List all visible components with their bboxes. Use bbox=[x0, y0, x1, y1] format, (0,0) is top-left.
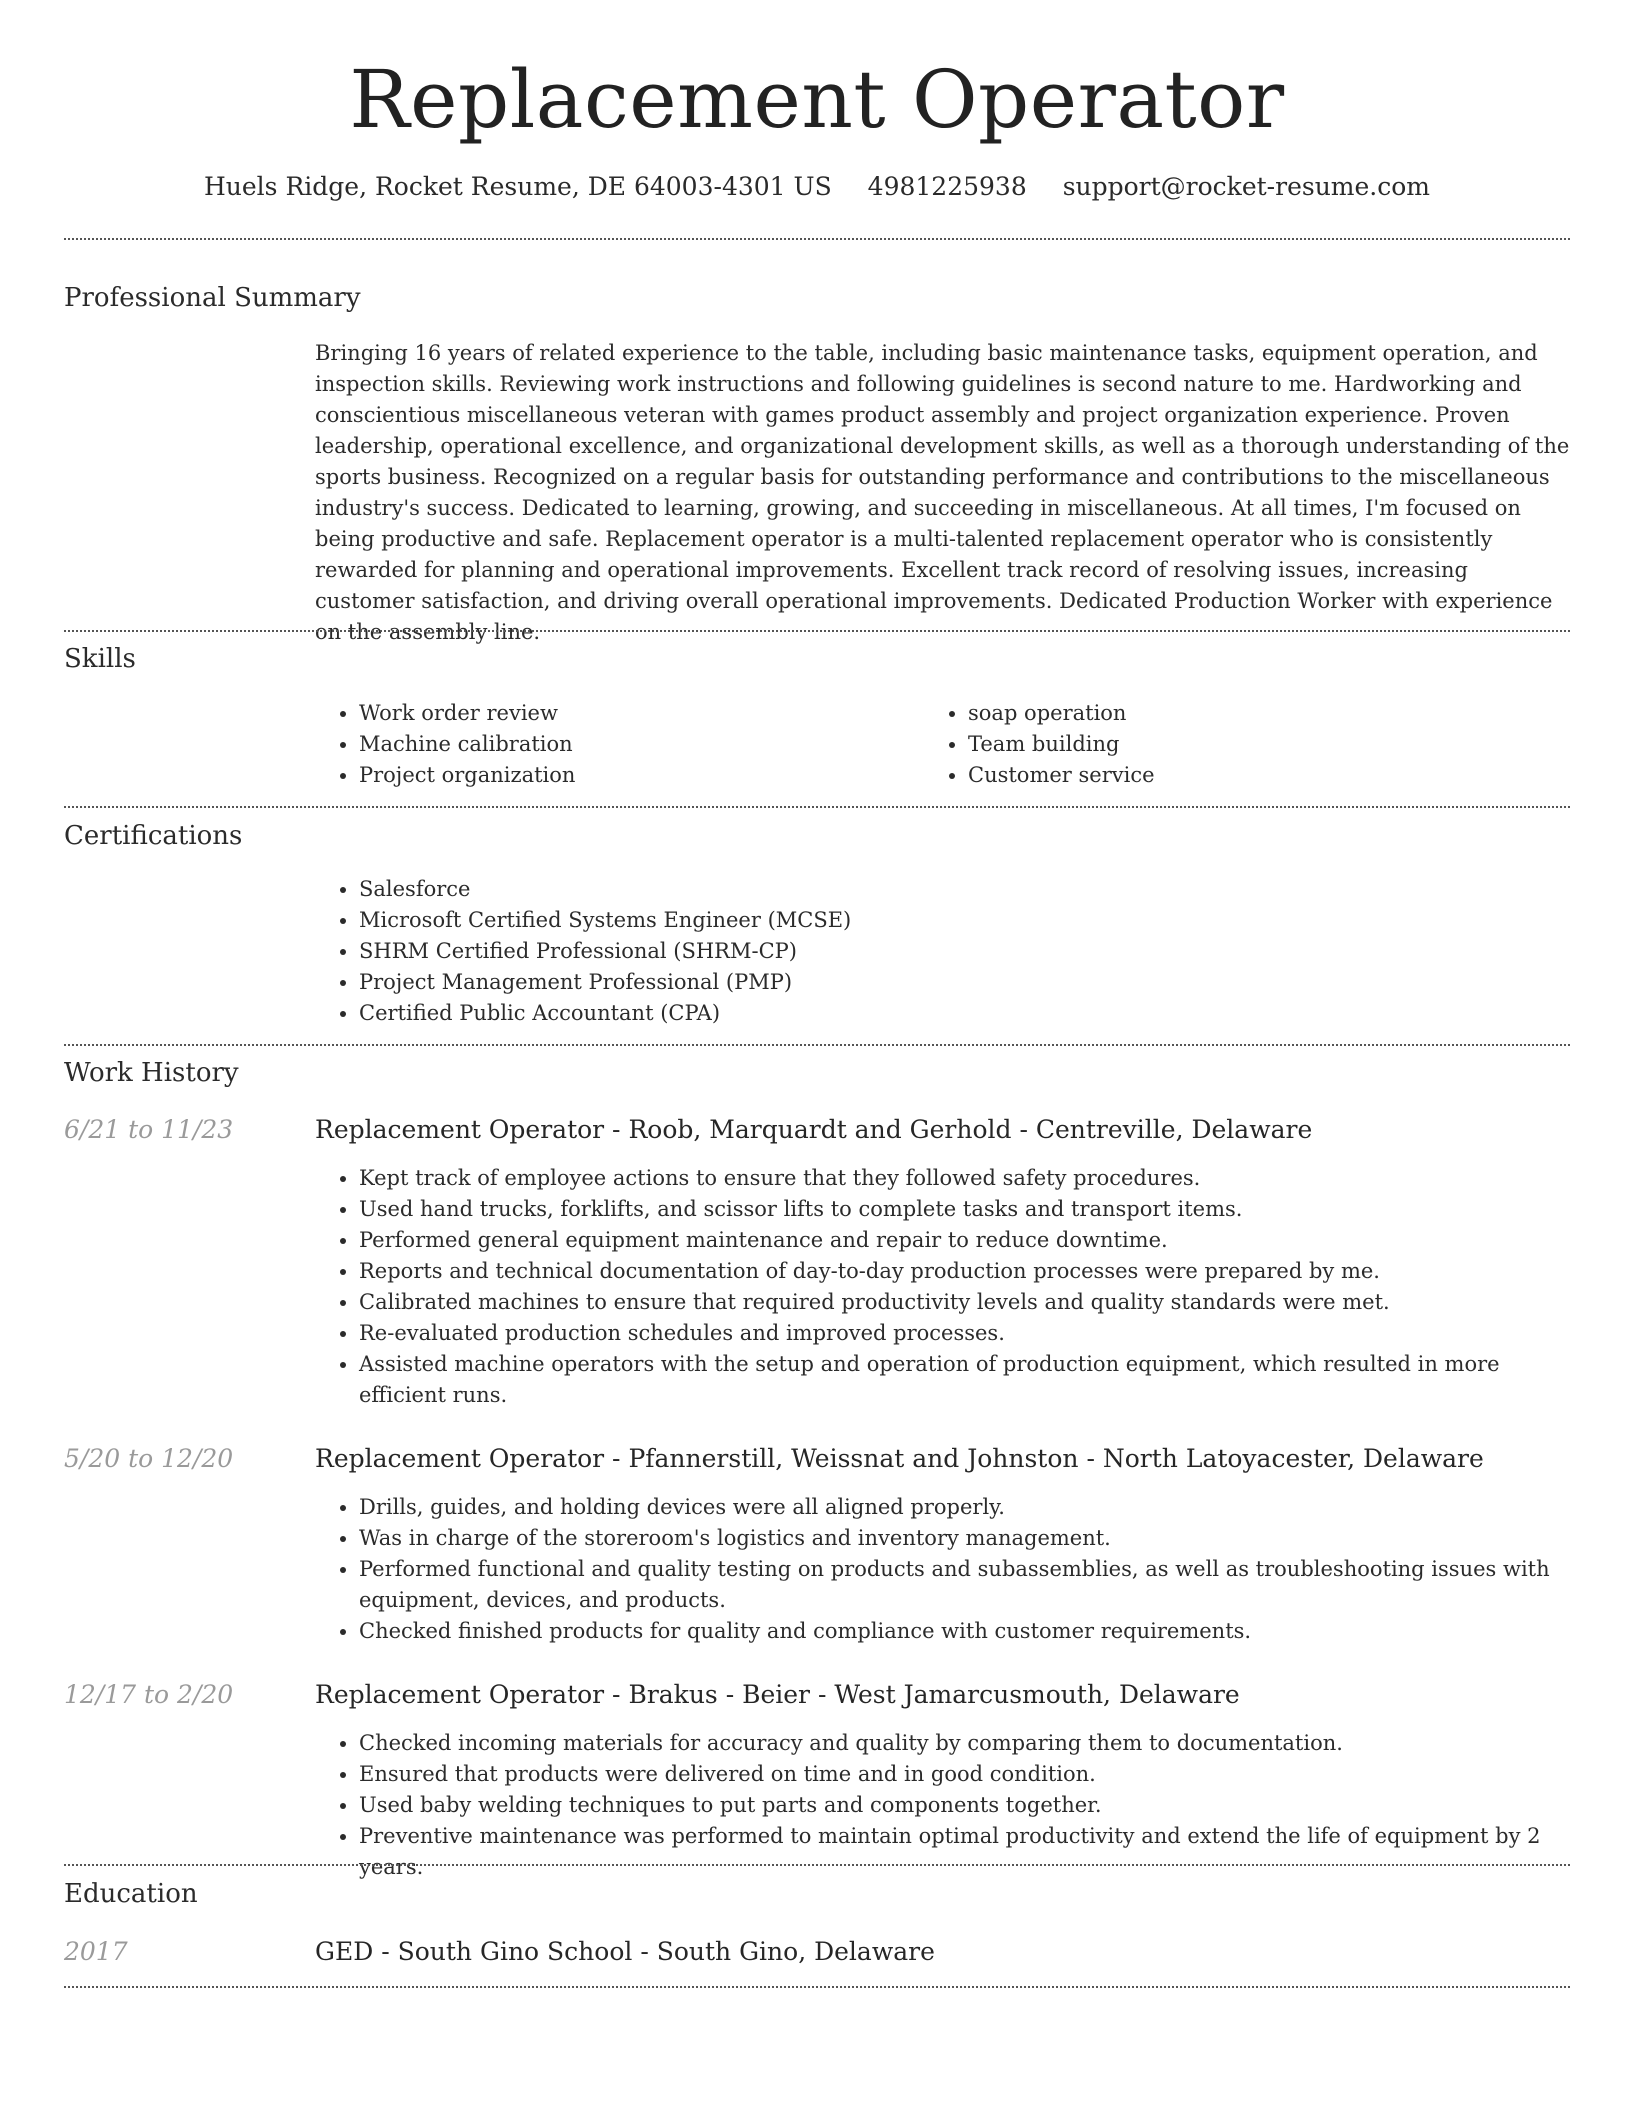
job-bullet: • Ensured that products were delivered on time and in good condition. bbox=[359, 1759, 1571, 1790]
skills-list bbox=[315, 698, 1571, 792]
skill-item: • Machine calibration bbox=[359, 729, 915, 760]
job-bullet: • Performed general equipment maintenance and repair to reduce downtime. bbox=[359, 1225, 1571, 1256]
job-bullet: • Checked finished products for quality and compliance with customer requirements. bbox=[359, 1616, 1571, 1647]
job-bullet: • Checked incoming materials for accuracy and quality by comparing them to documentation. bbox=[359, 1728, 1571, 1759]
candidate-name: Replacement Operator bbox=[349, 53, 1285, 146]
job-bullet: • Performed functional and quality testing on products and subassemblies, as well as troubleshooting issues with equipment, devices, and products. bbox=[359, 1554, 1571, 1616]
contact-email[interactable]: support@rocket-resume.com bbox=[1062, 172, 1430, 201]
divider bbox=[64, 1864, 1570, 1866]
job-dates: 6/21 to 11/23 bbox=[64, 1115, 234, 1144]
section-title-skills: Skills bbox=[64, 644, 136, 674]
divider bbox=[64, 1044, 1570, 1046]
education-heading: GED - South Gino School - South Gino, Delaware bbox=[315, 1937, 935, 1966]
job-bullet: • Used hand trucks, forklifts, and scissor lifts to complete tasks and transport items. bbox=[359, 1194, 1571, 1225]
certification-item: • Project Management Professional (PMP) bbox=[359, 967, 1571, 998]
section-title-education: Education bbox=[64, 1879, 198, 1909]
job-bullet: • Was in charge of the storeroom's logistics and inventory management. bbox=[359, 1523, 1571, 1554]
education-year: 2017 bbox=[64, 1937, 128, 1966]
job-heading: Replacement Operator - Pfannerstill, Weissnat and Johnston - North Latoyacester, Delaware bbox=[315, 1444, 1484, 1473]
job-heading: Replacement Operator - Roob, Marquardt and Gerhold - Centreville, Delaware bbox=[315, 1115, 1313, 1144]
section-title-summary: Professional Summary bbox=[64, 283, 361, 313]
job-dates: 5/20 to 12/20 bbox=[64, 1444, 234, 1473]
contact-line bbox=[64, 170, 1570, 204]
job-bullets bbox=[315, 1163, 1571, 1411]
job-bullet: • Drills, guides, and holding devices were all aligned properly. bbox=[359, 1492, 1571, 1523]
divider bbox=[64, 630, 1570, 632]
job-bullet: • Re-evaluated production schedules and improved processes. bbox=[359, 1318, 1571, 1349]
job-bullet: • Reports and technical documentation of day-to-day production processes were prepared by me. bbox=[359, 1256, 1571, 1287]
job-heading: Replacement Operator - Brakus - Beier - West Jamarcusmouth, Delaware bbox=[315, 1680, 1240, 1709]
section-title-work-history: Work History bbox=[64, 1058, 239, 1088]
skill-item: • Customer service bbox=[968, 760, 1524, 791]
job-bullet: • Assisted machine operators with the setup and operation of production equipment, which resulted in more efficient runs. bbox=[359, 1349, 1571, 1411]
contact-address: Huels Ridge, Rocket Resume, DE 64003-4301 US bbox=[203, 172, 832, 201]
job-bullet: • Kept track of employee actions to ensure that they followed safety procedures. bbox=[359, 1163, 1571, 1194]
job-bullet: • Used baby welding techniques to put parts and components together. bbox=[359, 1790, 1571, 1821]
divider bbox=[64, 806, 1570, 808]
certification-item: • Certified Public Accountant (CPA) bbox=[359, 998, 1571, 1029]
job-bullet: • Preventive maintenance was performed to maintain optimal productivity and extend the life of equipment by 2 years. bbox=[359, 1821, 1571, 1883]
certification-item: • SHRM Certified Professional (SHRM-CP) bbox=[359, 936, 1571, 967]
skill-item: • Team building bbox=[968, 729, 1524, 760]
job-bullets bbox=[315, 1492, 1571, 1647]
certification-item: • Microsoft Certified Systems Engineer (MCSE) bbox=[359, 905, 1571, 936]
job-dates: 12/17 to 2/20 bbox=[64, 1680, 234, 1709]
section-title-certifications: Certifications bbox=[64, 821, 243, 851]
divider bbox=[64, 238, 1570, 240]
job-bullets bbox=[315, 1728, 1571, 1883]
job-bullet: • Calibrated machines to ensure that required productivity levels and quality standards were met. bbox=[359, 1287, 1571, 1318]
skill-item: • Project organization bbox=[359, 760, 915, 791]
contact-phone: 4981225938 bbox=[867, 172, 1027, 201]
skills-column-left bbox=[315, 698, 915, 791]
summary-text: Bringing 16 years of related experience to the table, including basic maintenance tasks, equipment operation, and inspection skills. Reviewing work instructions and following guidelines is second nature to me. Hardworking and conscientious miscellaneous veteran with games product assembly and project organization experience. Proven leadership, operational excellence, and organizational development skills, as well as a thorough understanding of the sports business. Recognized on a regular basis for outstanding performance and contributions to the miscellaneous industry's success. Dedicated to learning, growing, and succeeding in miscellaneous. At all times, I'm focused on being productive and safe. Replacement operator is a multi-talented replacement operator who is consistently rewarded for planning and operational improvements. Excellent track record of resolving issues, increasing customer satisfaction, and driving overall operational improvements. Dedicated Production Worker with experience on the assembly line. bbox=[315, 341, 1570, 644]
certification-item: • Salesforce bbox=[359, 874, 1571, 905]
skills-column-right bbox=[924, 698, 1524, 791]
certifications-list bbox=[315, 874, 1571, 1029]
divider bbox=[64, 1986, 1570, 1988]
skill-item: • soap operation bbox=[968, 698, 1524, 729]
skill-item: • Work order review bbox=[359, 698, 915, 729]
